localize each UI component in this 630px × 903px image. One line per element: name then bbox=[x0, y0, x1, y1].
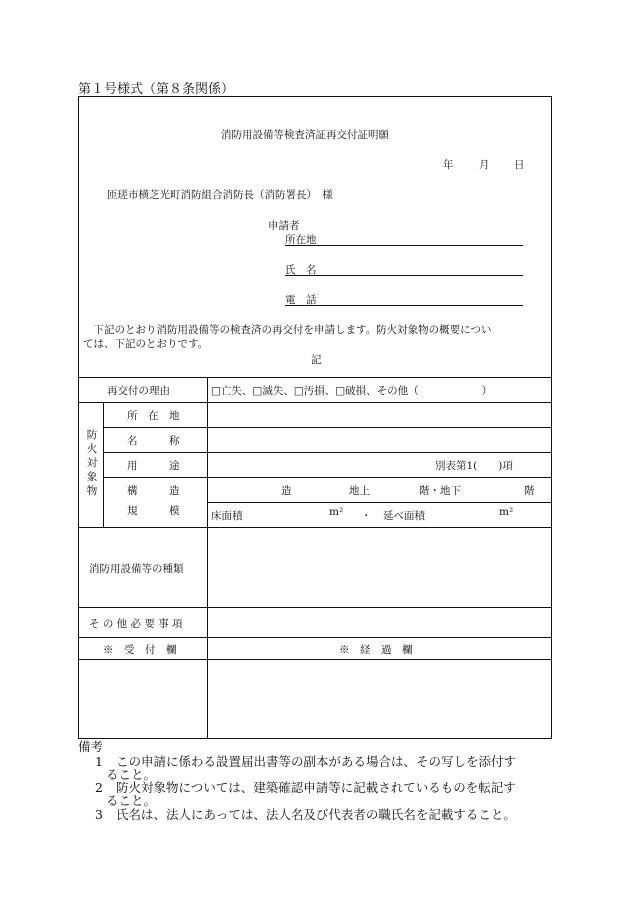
name-input[interactable] bbox=[285, 263, 523, 276]
location-label: 所 在 地 bbox=[127, 410, 180, 422]
phone-input[interactable] bbox=[285, 293, 523, 306]
date-month: 月 bbox=[479, 159, 490, 171]
structure-zo: 造 bbox=[281, 485, 292, 497]
form-title: 消防用設備等検査済証再交付証明願 bbox=[221, 129, 389, 141]
property-label: 防 火 対 象 物 bbox=[86, 429, 98, 497]
date-year: 年 bbox=[443, 159, 454, 171]
other-label: そ の 他 必 要 事 項 bbox=[89, 618, 183, 630]
total-area-unit: m² bbox=[499, 506, 514, 518]
structure-kai: 階 bbox=[524, 485, 535, 497]
structure-chijo: 地上 bbox=[349, 485, 370, 497]
structure-label: 構 造 bbox=[127, 485, 180, 497]
applicant-label: 申請者 bbox=[268, 220, 300, 232]
phone-label: 電 話 bbox=[285, 294, 317, 306]
body-text-line2: ては、下記のとおりです。 bbox=[83, 338, 209, 350]
use-label: 用 途 bbox=[127, 460, 180, 472]
property-name-label: 名 称 bbox=[127, 435, 180, 447]
reason-options[interactable]: □亡失、□滅失、□汚損、□破損、その他（ ） bbox=[211, 385, 493, 397]
total-area-label: 延べ面積 bbox=[383, 510, 425, 522]
address-input[interactable] bbox=[285, 233, 523, 246]
reception-label: ※ 受 付 欄 bbox=[103, 644, 177, 656]
other-input[interactable] bbox=[208, 608, 551, 636]
scale-label: 規 模 bbox=[127, 505, 180, 517]
reason-label: 再交付の理由 bbox=[107, 385, 170, 397]
area-separator: ・ bbox=[361, 510, 372, 522]
progress-label: ※ 経 過 欄 bbox=[339, 644, 413, 656]
equipment-input[interactable] bbox=[208, 528, 551, 606]
form-frame bbox=[78, 96, 552, 739]
equipment-label: 消防用設備等の種類 bbox=[89, 563, 184, 575]
form-number: 第１号様式（第８条関係） bbox=[78, 82, 235, 97]
location-input[interactable] bbox=[208, 403, 551, 426]
date-day: 日 bbox=[514, 159, 525, 171]
floor-area-unit: m² bbox=[329, 506, 344, 518]
use-value[interactable]: 別表第1( )項 bbox=[435, 460, 513, 472]
address-label: 所在地 bbox=[285, 234, 317, 246]
structure-kai-chika: 階・地下 bbox=[419, 485, 461, 497]
ki-label: 記 bbox=[311, 354, 322, 366]
body-text-line1: 下記のとおり消防用設備等の検査済の再交付を申請します。防火対象物の概要につい bbox=[83, 324, 492, 336]
floor-area-label: 床面積 bbox=[211, 510, 243, 522]
property-name-input[interactable] bbox=[208, 428, 551, 451]
name-label: 氏 名 bbox=[285, 264, 317, 276]
addressee: 匝瑳市横芝光町消防組合消防長（消防署長） 様 bbox=[107, 189, 333, 201]
notes-title: 備考 bbox=[78, 739, 104, 754]
